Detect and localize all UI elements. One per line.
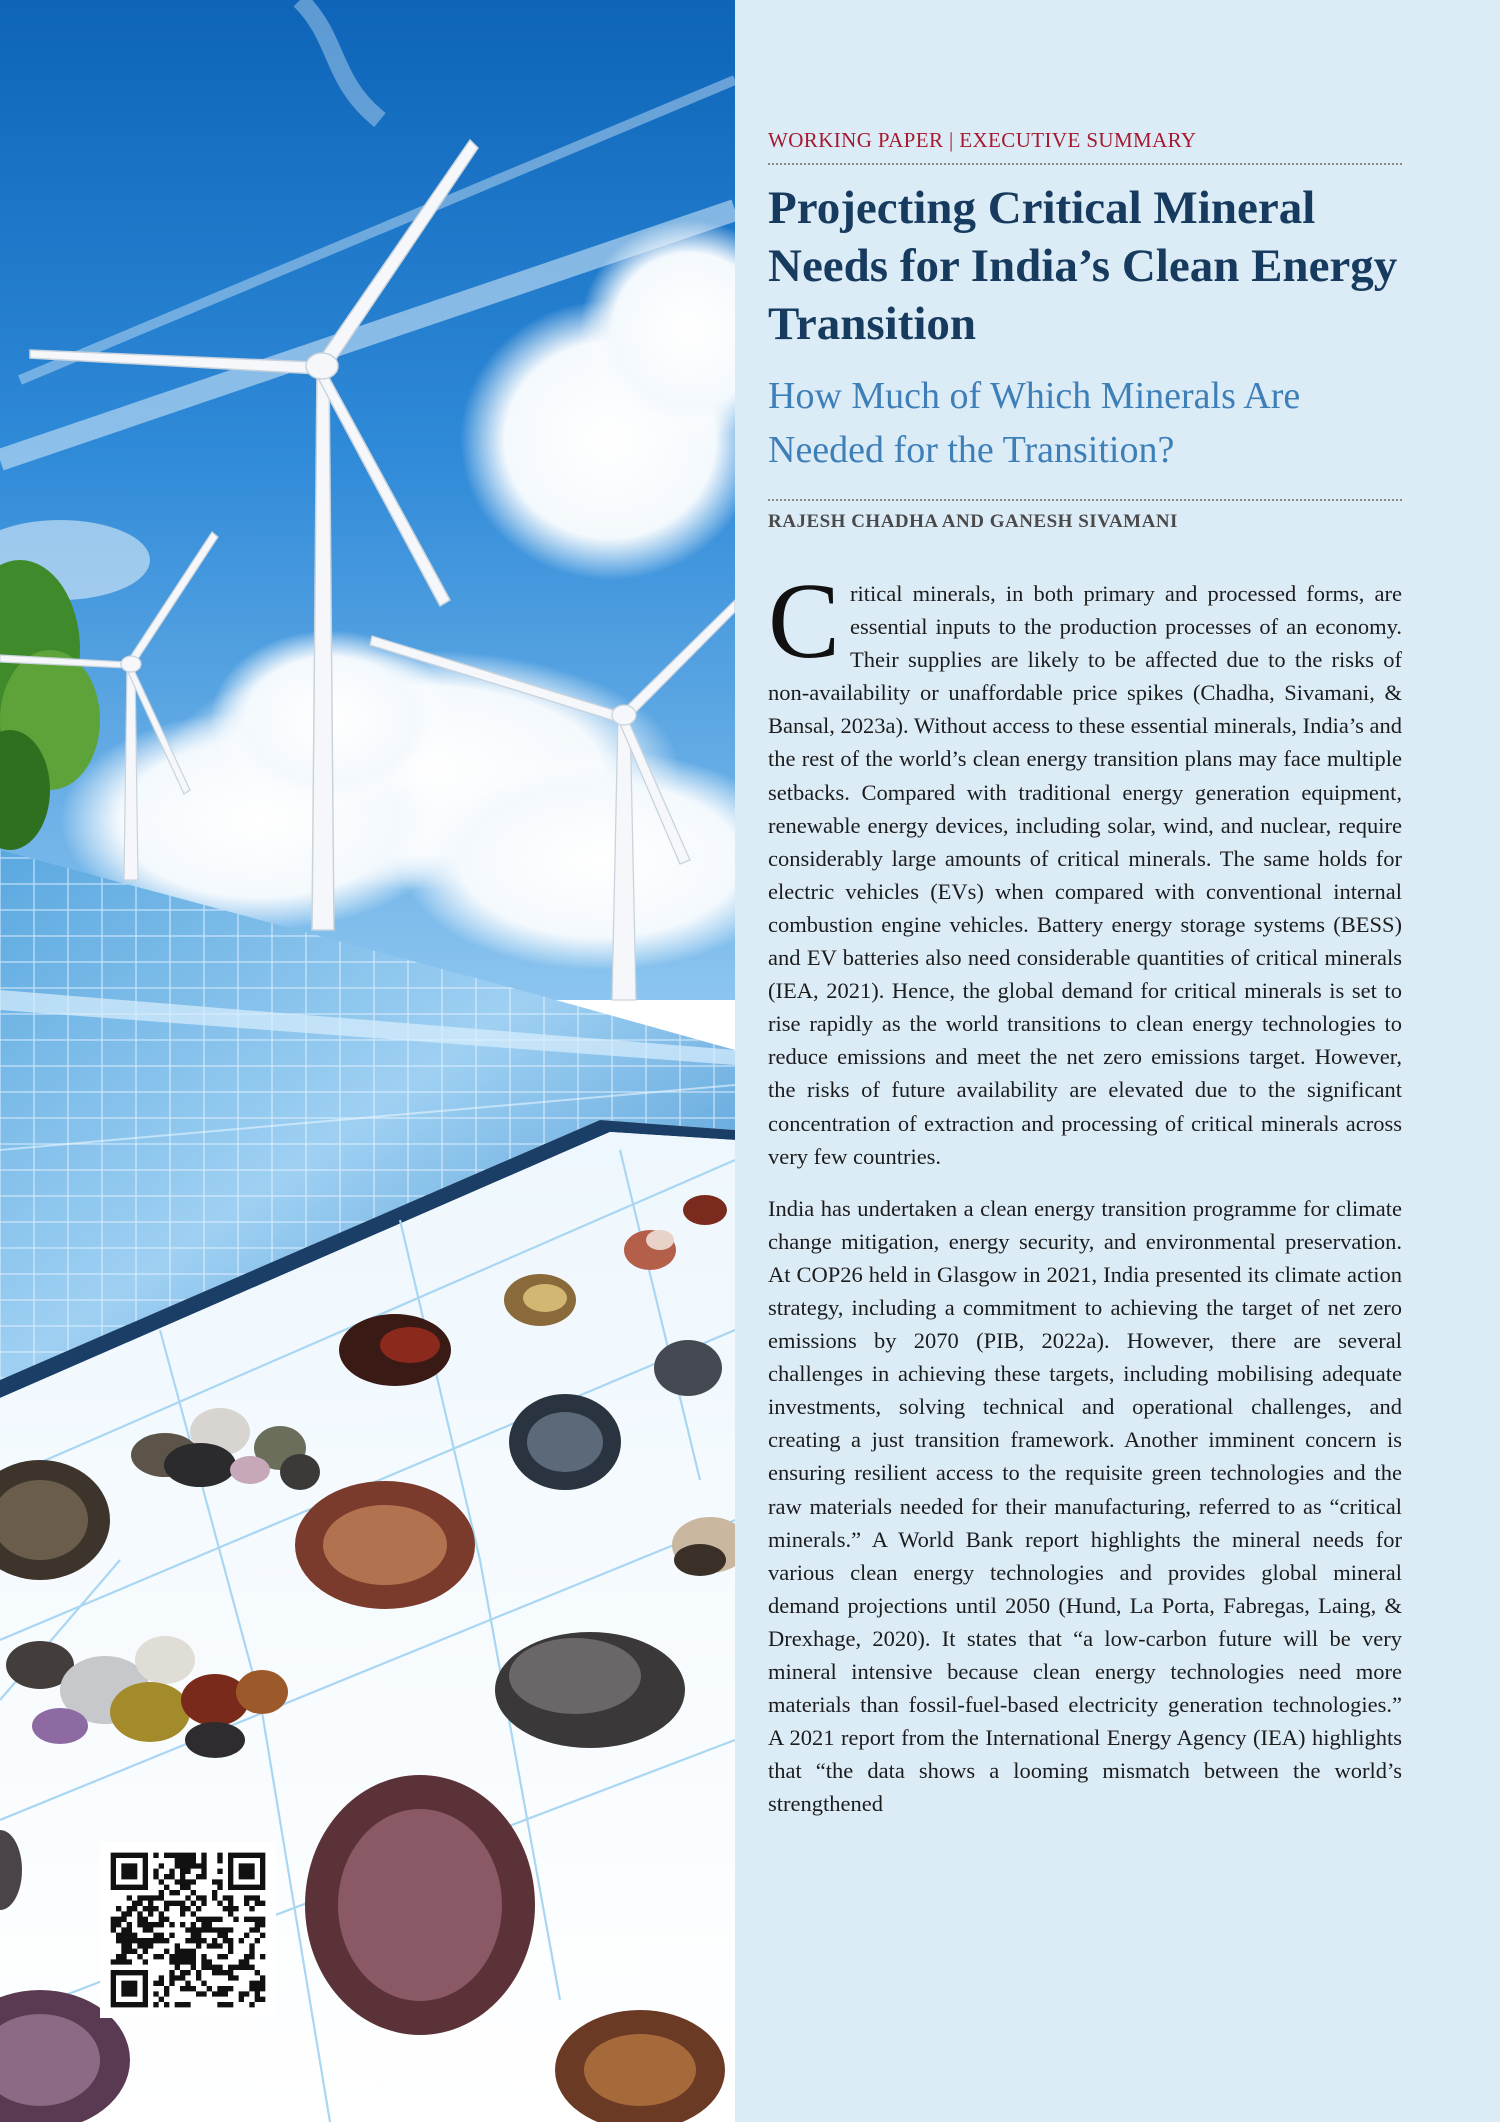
drop-cap: C [768, 562, 841, 681]
text-panel [735, 0, 1500, 2122]
qr-code[interactable] [100, 1842, 276, 2018]
paper-subtitle: How Much of Which Minerals Are Needed for the Transition? [768, 375, 1301, 471]
qr-modules [111, 1853, 266, 2008]
executive-summary [768, 128, 1402, 1839]
body-text [768, 562, 1402, 1820]
cover-illustration [0, 0, 735, 2122]
paper-title: Projecting Critical Mineral Needs for India’s Clean Energy Transition [768, 182, 1398, 350]
qr-code-pattern [100, 1842, 276, 2018]
author-line: RAJESH CHADHA AND GANESH SIVAMANI [768, 499, 1402, 533]
paragraph-1 [768, 562, 1402, 1173]
document-type-label: WORKING PAPER | EXECUTIVE SUMMARY [768, 128, 1402, 165]
paragraph-2: India has undertaken a clean energy transition programme for climate change mitigation, energy security, and environmental preservation. At COP26 held in Glasgow in 2021, India presented its climate action strategy, including a commitment to achieving the target of net zero emissions by 2070 (PIB, 2022a). However, there are several challenges in achieving these targets, including mobilising adequate investments, solving technical and operational challenges, and creating a just transition framework. Another imminent concern is ensuring resilient access to the requisite green technologies and the raw materials needed for their manufacturing, referred to as “critical minerals.” A World Bank report highlights the mineral needs for various clean energy technologies and provides global mineral demand projections until 2050 (Hund, La Porta, Fabregas, Laing, & Drexhage, 2020). It states that “a low-carbon future will be very mineral intensive because clean energy technologies need more materials than fossil-fuel-based electricity generation technologies.” A 2021 report from the International Energy Agency (IEA) highlights that “the data shows a looming mismatch between the world’s strengthened [768, 1195, 1402, 1817]
paragraph-1-text: ritical minerals, in both primary and processed forms, are essential inputs to the production processes of an economy. Their supplies are likely to be affected due to the risks of non-availability or unaffordable price spikes (Chadha, Sivamani, & Bansal, 2023a). Without access to these essential minerals, India’s and the rest of the world’s clean energy transition plans may face multiple setbacks. Compared with traditional energy generation equipment, renewable energy devices, including solar, wind, and nuclear, require considerably large amounts of critical minerals. The same holds for electric vehicles (EVs) when compared with conventional internal combustion engine vehicles. Battery energy storage systems (BESS) and EV batteries also need considerable quantities of critical minerals (IEA, 2021). Hence, the global demand for critical minerals is set to rise rapidly as the world transitions to clean energy technologies to reduce emissions and meet the net zero emissions target. However, the risks of future availability are elevated due to the significant concentration of extraction and processing of critical minerals across very few countries. [768, 581, 1402, 1169]
